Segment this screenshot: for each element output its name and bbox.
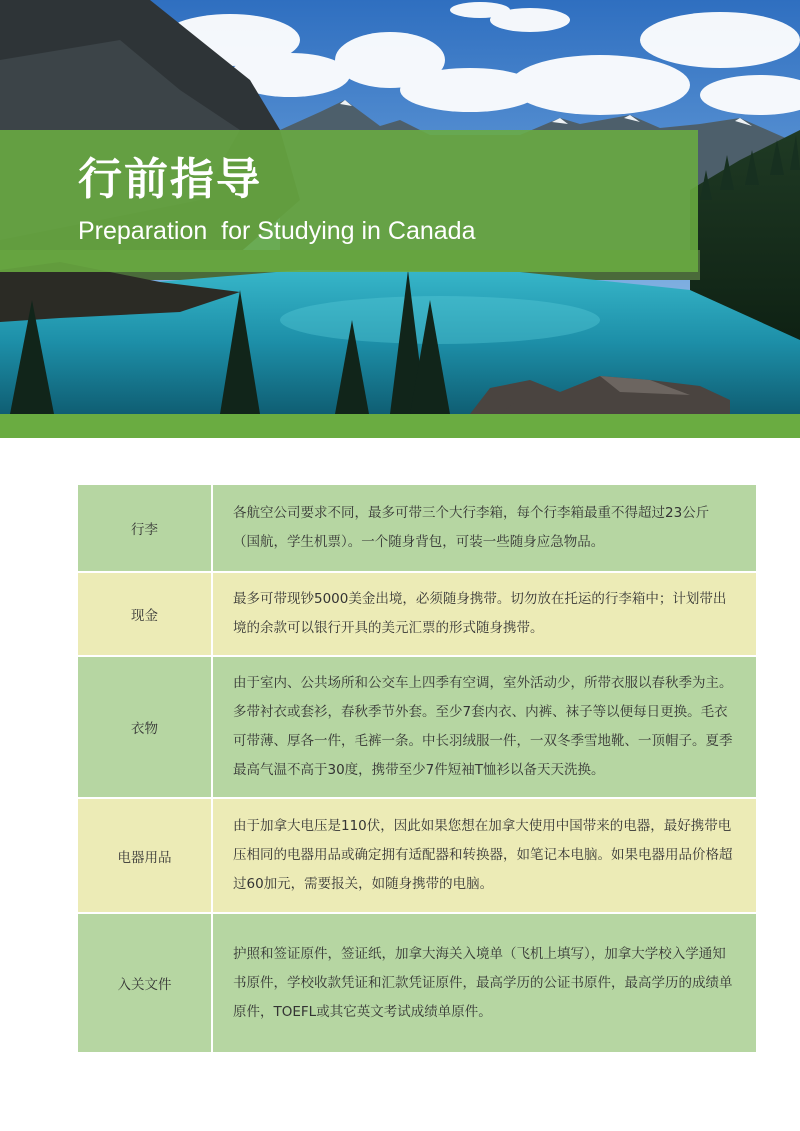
row-label: 衣物 bbox=[77, 656, 212, 798]
row-label: 入关文件 bbox=[77, 913, 212, 1053]
page-subtitle: Preparation for Studying in Canada bbox=[78, 217, 476, 245]
table-row-luggage bbox=[77, 484, 757, 572]
table-row-electronics bbox=[77, 798, 757, 913]
row-label: 电器用品 bbox=[77, 798, 212, 913]
row-text: 各航空公司要求不同，最多可带三个大行李箱，每个行李箱最重不得超过23公斤（国航，学生机票）。一个随身背包，可装一些随身应急物品。 bbox=[212, 484, 757, 572]
accent-divider bbox=[0, 414, 800, 438]
title-band bbox=[0, 130, 698, 272]
table-row-cash bbox=[77, 572, 757, 656]
row-text: 由于室内、公共场所和公交车上四季有空调，室外活动少，所带衣服以春秋季为主。多带衬衣或套衫，春秋季节外套。至少7套内衣、内裤、袜子等以便每日更换。毛衣可带薄、厚各一件，毛裤一条。中长羽绒服一件，一双冬季雪地靴、一顶帽子。夏季最高气温不高于30度，携带至少7件短袖T恤衫以备天天洗换。 bbox=[212, 656, 757, 798]
page-title: 行前指导 bbox=[78, 154, 262, 205]
table-row-documents bbox=[77, 913, 757, 1053]
table-row-clothing bbox=[77, 656, 757, 798]
row-text: 最多可带现钞5000美金出境，必须随身携带。切勿放在托运的行李箱中；计划带出境的余款可以银行开具的美元汇票的形式随身携带。 bbox=[212, 572, 757, 656]
checklist-table bbox=[76, 483, 758, 1054]
row-label: 现金 bbox=[77, 572, 212, 656]
row-text: 由于加拿大电压是110伏，因此如果您想在加拿大使用中国带来的电器，最好携带电压相同的电器用品或确定拥有适配器和转换器，如笔记本电脑。如果电器用品价格超过60加元，需要报关，如随身携带的电脑。 bbox=[212, 798, 757, 913]
row-label: 行李 bbox=[77, 484, 212, 572]
row-text: 护照和签证原件，签证纸，加拿大海关入境单（飞机上填写），加拿大学校入学通知书原件，学校收款凭证和汇款凭证原件，最高学历的公证书原件，最高学历的成绩单原件，TOEFL或其它英文考试成绩单原件。 bbox=[212, 913, 757, 1053]
